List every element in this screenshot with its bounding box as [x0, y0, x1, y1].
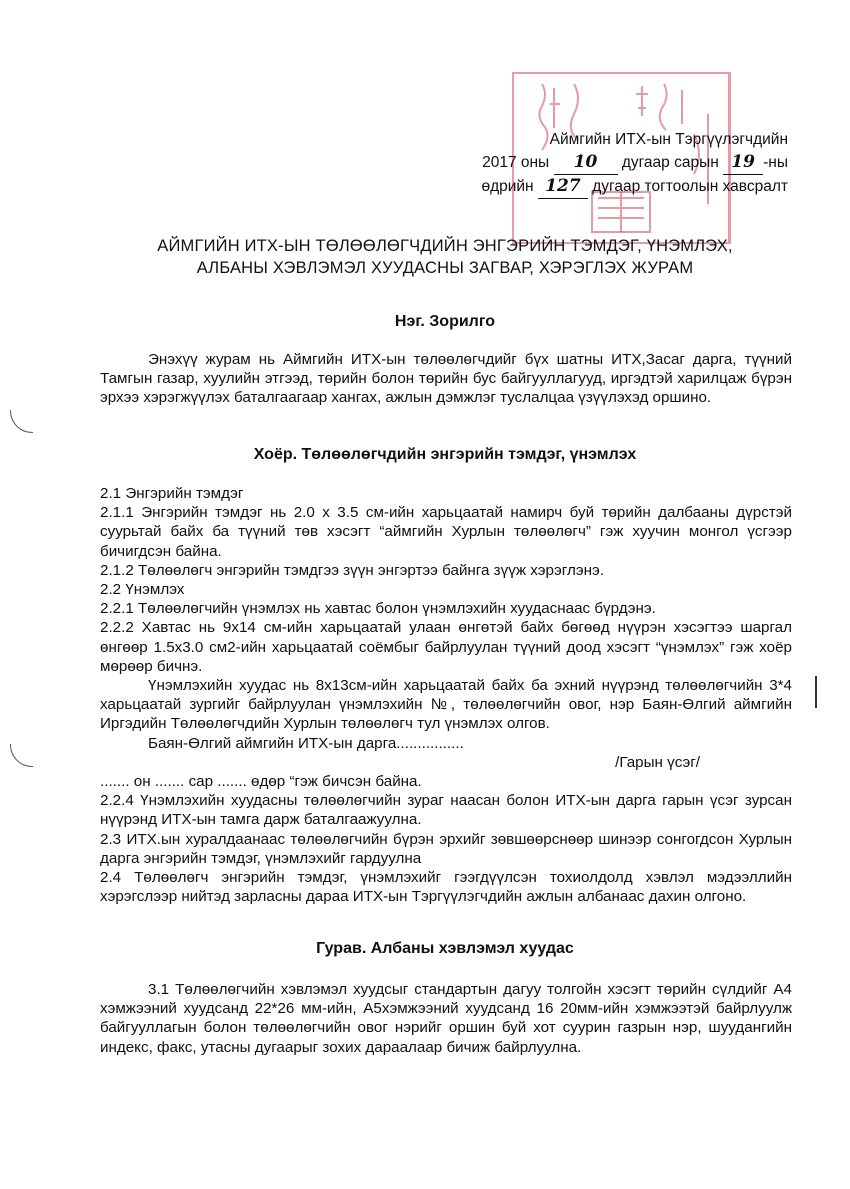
- signature-label: /Гарын үсэг/: [615, 753, 700, 771]
- clause-2-1-2: 2.1.2 Төлөөлөгч энгэрийн тэмдгээ зүүн энгэртээ байнга зүүж хэрэглэнэ.: [100, 561, 604, 579]
- date-line: ....... он ....... сар ....... өдөр “гэж бичсэн байна.: [100, 773, 422, 791]
- header-line-1: Аймгийн ИТХ-ын Тэргүүлэгчдийн: [549, 131, 788, 148]
- header-ny: -ны: [763, 154, 788, 171]
- section-1-paragraph: Энэхүү журам нь Аймгийн ИТХ-ын төлөөлөгчдийг бүх шатны ИТХ,Засаг дарга, түүний Тамгын газар, хуулийн этгээд, төрийн болон төрийн бус байгууллагууд, иргэдтэй харилцаж бүрэн эрхээ хэрэгжүүлэх баталгаагаар хангах, ажлын дэмжлэг туслалцаа үзүүлэхэд оршино.: [100, 351, 792, 407]
- title-line-2: АЛБАНЫ ХЭВЛЭМЭЛ ХУУДАСНЫ ЗАГВАР, ХЭРЭГЛЭХ ЖУРАМ: [196, 259, 694, 277]
- section-2-body: [100, 484, 792, 906]
- clause-2-2-2: 2.2.2 Хавтас нь 9х14 см-ийн харьцаатай улаан өнгөтэй байх бөгөөд нүүрэн хэсэгтээ шаргал өнгөөр 1.5х3.0 см2-ийн харьцаатай соёмбыг байрлуулан түүний доод хэсэгт “үнэмлэх” гэж хоёр мөрөөр бичнэ.: [100, 619, 792, 675]
- header-onii: оны: [520, 154, 550, 171]
- clause-2-1: 2.1 Энгэрийн тэмдэг: [100, 485, 244, 502]
- header-year: 2017: [482, 154, 517, 171]
- section-1-heading: Нэг. Зорилго: [394, 313, 496, 330]
- header-line-3: [481, 175, 788, 199]
- signature-line: Баян-Өлгий аймгийн ИТХ-ын дарга................: [148, 734, 464, 752]
- header-odriin: өдрийн: [481, 178, 534, 195]
- clause-2-2-1: 2.2.1 Төлөөлөгчийн үнэмлэх нь хавтас болон үнэмлэхийн хуудаснаас бүрдэнэ.: [100, 600, 656, 618]
- header-tail: дугаар тогтоолын хавсралт: [592, 178, 788, 195]
- clause-2-4: 2.4 Төлөөлөгч энгэрийн тэмдэг, үнэмлэхийг гээгдүүлсэн тохиолдолд хэвлэл мэдээллийн хэрэгслээр нийтэд зарласны дараа ИТХ-ын Тэргүүлэгчдийн ажлын албанаас дахин олгоно.: [100, 869, 792, 906]
- section-2-heading: Хоёр. Төлөөлөгчдийн энгэрийн тэмдэг, үнэмлэх: [253, 446, 637, 463]
- header-day: 19: [723, 151, 763, 175]
- certificate-page-paragraph: Үнэмлэхийн хуудас нь 8х13см-ийн харьцаатай байх ба эхний нүүрэнд төлөөлөгчийн 3*4 харьцаатай зургийг байрлуулан үнэмлэхийн №, төлөөлөгчийн овог, нэр Баян-Өлгий аймгийн Иргэдийн Төлөөлөгчдийн Хурлын төлөөлөгч тул үнэмлэх олгов.: [100, 677, 792, 733]
- resolution-header: [481, 128, 788, 199]
- clause-2-1-1: 2.1.1 Энгэрийн тэмдэг нь 2.0 х 3.5 см-ийн харьцаатай намирч буй төрийн далбааны дүрстэй суурьтай байх ба түүний төв хэсэгт “аймгийн Хурлын төлөөлөгч” гэж хуучин монгол үсгээр бичигдсэн байна.: [100, 504, 792, 560]
- title-line-1: АЙМГИЙН ИТХ-ЫН ТӨЛӨӨЛӨГЧДИЙН ЭНГЭРИЙН ТЭМДЭГ, ҮНЭМЛЭХ,: [157, 237, 733, 255]
- clause-2-3: 2.3 ИТХ.ын хуралдаанаас төлөөлөгчийн бүрэн эрхийг зөвшөөрснөөр шинээр сонгогдсон Хурлын дарга энгэрийн тэмдэг, үнэмлэхийг гардуулна: [100, 830, 792, 867]
- header-number: 127: [538, 175, 588, 199]
- header-month: 10: [554, 151, 618, 175]
- section-3-body: [100, 980, 792, 1057]
- margin-mark: [815, 676, 817, 708]
- punch-hole-mark-2: [10, 744, 33, 767]
- header-dugaar: дугаар: [621, 154, 670, 171]
- clause-2-2-4: 2.2.4 Үнэмлэхийн хуудасны төлөөлөгчийн зураг наасан болон ИТХ-ын дарга гарын үсэг зурсан нүүрэнд ИТХ-ын тамга дарж баталгаажуулна.: [100, 792, 792, 829]
- punch-hole-mark-1: [10, 410, 33, 433]
- clause-3-1: 3.1 Төлөөлөгчийн хэвлэмэл хуудсыг стандартын дагуу толгойн хэсэгт төрийн сүлдийг А4 хэмжээний хуудсанд 22*26 мм-ийн, А5хэмжээний хуудсанд 16 20мм-ийн хэмжээтэй байрлуулж байгууллагын болон төлөөлөгчийн овог нэрийг оршин буй хот суурин газрын нэр, шуудангийн индекс, факс, утасны дугаарыг зохих дараалаар бичиж байрлуулна.: [100, 981, 792, 1056]
- document-title: [100, 235, 790, 279]
- section-3-heading: Гурав. Албаны хэвлэмэл хуудас: [316, 940, 574, 957]
- clause-2-2: 2.2 Үнэмлэх: [100, 581, 185, 599]
- header-saryn: сарын: [674, 154, 719, 171]
- header-line-2: [481, 151, 788, 175]
- section-1-body: [100, 350, 792, 408]
